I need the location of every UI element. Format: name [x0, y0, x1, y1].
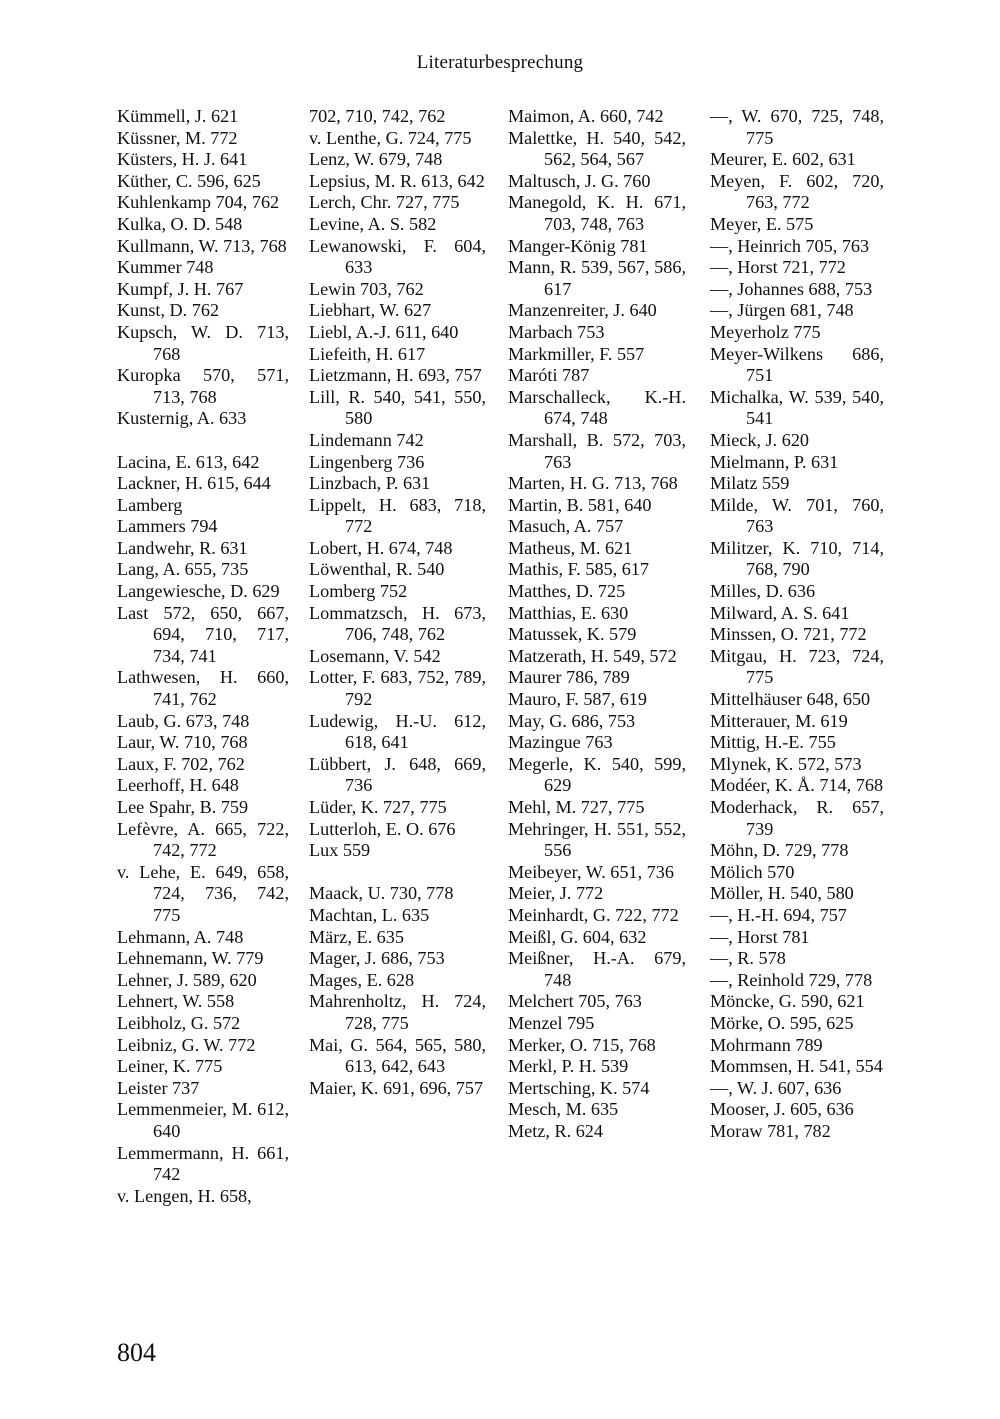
index-entry: Menzel 795 [508, 1012, 595, 1033]
index-entry: Meier, J. 772 [508, 883, 604, 904]
index-entry: Kullmann, W. 713, 768 [117, 235, 287, 256]
index-entry: v. Lengen, H. 658, [117, 1185, 252, 1206]
index-entry: Lomberg 752 [309, 581, 408, 602]
index-entry: Mitgau, H. 723, 724, 775 [710, 645, 884, 688]
index-entry: Matzerath, H. 549, 572 [508, 645, 677, 666]
index-entry: —, Jürgen 681, 748 [710, 300, 854, 321]
index-entry: Mielmann, P. 631 [710, 451, 839, 472]
letter-section-gap [117, 430, 289, 452]
index-entry: Landwehr, R. 631 [117, 537, 248, 558]
index-entry: Mages, E. 628 [309, 969, 415, 990]
index-entry: —, Johannes 688, 753 [710, 278, 873, 299]
index-entry: Lee Spahr, B. 759 [117, 797, 249, 817]
index-entry: —, W. J. 607, 636 [710, 1077, 842, 1098]
index-entry: Meurer, E. 602, 631 [710, 149, 856, 170]
index-entry: Küsters, H. J. 641 [117, 149, 248, 170]
index-entry: Mai, G. 564, 565, 580, 613, 642, 643 [309, 1034, 486, 1077]
index-entry: Lehmann, A. 748 [117, 926, 244, 947]
index-entry: Maurer 786, 789 [508, 667, 630, 688]
index-entry: Lacina, E. 613, 642 [117, 451, 260, 472]
index-entry: Lehner, J. 589, 620 [117, 969, 257, 990]
index-entry: Matheus, M. 621 [508, 537, 633, 558]
index-entry: Lux 559 [309, 840, 371, 861]
index-entry: May, G. 686, 753 [508, 710, 636, 731]
index-entry: Leibniz, G. W. 772 [117, 1034, 256, 1055]
index-entry: Lehnemann, W. 779 [117, 948, 264, 969]
index-entry: Lammers 794 [117, 516, 218, 537]
index-entry: Leister 737 [117, 1077, 200, 1098]
index-entry: Milward, A. S. 641 [710, 602, 850, 623]
index-entry: —, H.-H. 694, 757 [710, 904, 847, 925]
index-entry: Liebhart, W. 627 [309, 300, 432, 321]
index-entry: Matthes, D. 725 [508, 581, 626, 602]
index-entry: Lewanowski, F. 604, 633 [309, 235, 486, 278]
index-entry: Matussek, K. 579 [508, 624, 637, 645]
index-entry: Mölich 570 [710, 861, 795, 882]
index-entry: Mauro, F. 587, 619 [508, 689, 647, 710]
index-entry: Maróti 787 [508, 365, 590, 386]
index-entry: Lemmenmeier, M. 612, 640 [117, 1099, 289, 1141]
index-entry: Lill, R. 540, 541, 550, 580 [309, 386, 486, 429]
index-entry: Matthias, E. 630 [508, 602, 629, 623]
index-entry: Milles, D. 636 [710, 581, 816, 602]
index-entry: Mehl, M. 727, 775 [508, 797, 645, 817]
index-entry: —, Reinhold 729, 778 [710, 969, 873, 990]
index-entry: Markmiller, F. 557 [508, 343, 645, 364]
index-entry: Meyen, F. 602, 720, 763, 772 [710, 170, 884, 213]
index-entry: Lingenberg 736 [309, 451, 425, 472]
index-entry: Kulka, O. D. 548 [117, 213, 243, 234]
index-entry: Moderhack, R. 657, 739 [710, 797, 884, 839]
letter-section-gap [309, 862, 486, 884]
index-entry: Mooser, J. 605, 636 [710, 1099, 854, 1120]
index-entry: Moraw 781, 782 [710, 1120, 831, 1141]
index-entry: Liebl, A.-J. 611, 640 [309, 321, 459, 342]
index-entry: Leiner, K. 775 [117, 1056, 223, 1077]
index-entry: Küther, C. 596, 625 [117, 170, 261, 191]
index-entry: Kusternig, A. 633 [117, 408, 247, 429]
index-entry: Manger-König 781 [508, 235, 648, 256]
index-entry: v. Lenthe, G. 724, 775 [309, 127, 472, 148]
index-entry: Meibeyer, W. 651, 736 [508, 861, 674, 882]
index-entry: Mohrmann 789 [710, 1034, 823, 1055]
index-entry: Meyer, E. 575 [710, 213, 814, 234]
index-entry: Manegold, K. H. 671, 703, 748, 763 [508, 192, 686, 234]
index-entry: Meinhardt, G. 722, 772 [508, 904, 679, 925]
index-entry: Marten, H. G. 713, 768 [508, 473, 678, 494]
index-entry: Mager, J. 686, 753 [309, 948, 445, 969]
index-entry: —, Heinrich 705, 763 [710, 235, 870, 256]
index-entry: Mertsching, K. 574 [508, 1077, 650, 1098]
index-entry: Machtan, L. 635 [309, 904, 430, 925]
index-entry: Mittig, H.-E. 755 [710, 732, 836, 753]
index-column-1 [117, 106, 289, 1207]
index-entry: März, E. 635 [309, 926, 404, 947]
index-entry: Merker, O. 715, 768 [508, 1034, 656, 1055]
index-entry: Leibholz, G. 572 [117, 1012, 241, 1033]
index-entry: Meyerholz 775 [710, 321, 821, 342]
index-entry: Losemann, V. 542 [309, 645, 441, 666]
index-entry: Lang, A. 655, 735 [117, 559, 249, 580]
index-entry: Lerch, Chr. 727, 775 [309, 192, 460, 213]
index-entry: Linzbach, P. 631 [309, 473, 431, 494]
index-entry: Last 572, 650, 667, 694, 710, 717, 734, 741 [117, 602, 289, 666]
index-entry: Meyer-Wilkens 686, 751 [710, 343, 884, 386]
index-entry: Mazingue 763 [508, 732, 613, 753]
index-column-3 [508, 106, 686, 1143]
index-entry: Möhn, D. 729, 778 [710, 840, 849, 861]
index-entry: Milatz 559 [710, 473, 790, 494]
index-entry: Laux, F. 702, 762 [117, 753, 245, 774]
index-entry: Mesch, M. 635 [508, 1099, 619, 1120]
index-entry: Mlynek, K. 572, 573 [710, 753, 862, 774]
index-entry: Lemmermann, H. 661, 742 [117, 1142, 289, 1185]
index-entry: Mathis, F. 585, 617 [508, 559, 650, 580]
index-entry: —, R. 578 [710, 948, 786, 969]
index-entry: Lutterloh, E. O. 676 [309, 818, 456, 839]
index-entry: —, Horst 721, 772 [710, 257, 846, 278]
index-entry: Levine, A. S. 582 [309, 213, 437, 234]
index-entry: Marshall, B. 572, 703, 763 [508, 429, 686, 472]
index-entry: Löwenthal, R. 540 [309, 559, 445, 580]
index-entry: Manzenreiter, J. 640 [508, 300, 657, 321]
index-entry: Lepsius, M. R. 613, 642 [309, 170, 485, 191]
index-entry: Laub, G. 673, 748 [117, 710, 250, 731]
index-entry: Metz, R. 624 [508, 1120, 603, 1141]
index-entry: Merkl, P. H. 539 [508, 1056, 629, 1077]
running-header: Literaturbesprechung [416, 52, 584, 73]
index-entry: Lübbert, J. 648, 669, 736 [309, 753, 486, 796]
index-entry: Kumpf, J. H. 767 [117, 278, 244, 299]
index-entry: Mitterauer, M. 619 [710, 710, 848, 731]
page-number: 804 [117, 1338, 156, 1367]
index-entry: Lenz, W. 679, 748 [309, 149, 443, 170]
index-entry: Lamberg [117, 494, 183, 515]
index-entry: Masuch, A. 757 [508, 516, 624, 537]
index-entry: Melchert 705, 763 [508, 991, 642, 1012]
index-entry: Maier, K. 691, 696, 757 [309, 1077, 484, 1098]
index-entry: Martin, B. 581, 640 [508, 494, 652, 515]
index-entry: Ludewig, H.-U. 612, 618, 641 [309, 710, 486, 753]
index-entry: Kuropka 570, 571, 713, 768 [117, 365, 289, 407]
index-entry: Mieck, J. 620 [710, 429, 810, 450]
index-entry: Maimon, A. 660, 742 [508, 106, 664, 126]
index-entry: Leerhoff, H. 648 [117, 775, 239, 796]
index-entry: Michalka, W. 539, 540, 541 [710, 386, 884, 429]
index-entry: Kupsch, W. D. 713, 768 [117, 321, 289, 364]
index-entry: Mann, R. 539, 567, 586, 617 [508, 257, 686, 299]
index-entry: Möller, H. 540, 580 [710, 883, 854, 904]
index-entry: Lefèvre, A. 665, 722, 742, 772 [117, 818, 289, 861]
index-entry: Mommsen, H. 541, 554 [710, 1056, 883, 1077]
index-entry: Maack, U. 730, 778 [309, 883, 454, 904]
index-entry: Lietzmann, H. 693, 757 [309, 365, 482, 386]
index-entry: Lewin 703, 762 [309, 278, 424, 299]
index-entry: Kümmell, J. 621 [117, 106, 239, 126]
index-column-2 [309, 106, 486, 1099]
index-entry: Laur, W. 710, 768 [117, 732, 248, 753]
index-entry: Mehringer, H. 551, 552, 556 [508, 818, 686, 861]
index-entry: Kunst, D. 762 [117, 300, 220, 321]
index-entry: Mahrenholtz, H. 724, 728, 775 [309, 991, 486, 1033]
index-entry: Militzer, K. 710, 714, 768, 790 [710, 537, 884, 580]
index-entry: Maltusch, J. G. 760 [508, 170, 651, 191]
index-entry: Marschalleck, K.-H. 674, 748 [508, 386, 686, 429]
index-entry: Minssen, O. 721, 772 [710, 624, 867, 645]
index-entry: Lippelt, H. 683, 718, 772 [309, 494, 486, 537]
index-entry: Modéer, K. Å. 714, 768 [710, 775, 884, 796]
index-entry: Kuhlenkamp 704, 762 [117, 192, 280, 213]
index-entry: Mörke, O. 595, 625 [710, 1012, 854, 1033]
index-entry: v. Lehe, E. 649, 658, 724, 736, 742, 775 [117, 861, 289, 925]
index-entry: Lehnert, W. 558 [117, 991, 235, 1012]
index-entry: Marbach 753 [508, 321, 605, 342]
index-entry: Mittelhäuser 648, 650 [710, 689, 871, 710]
index-entry: Lathwesen, H. 660, 741, 762 [117, 667, 289, 710]
index-entry: Langewiesche, D. 629 [117, 581, 280, 602]
index-entry: Lindemann 742 [309, 429, 424, 450]
index-entry: Kummer 748 [117, 257, 214, 278]
index-entry: Meißl, G. 604, 632 [508, 926, 647, 947]
index-entry: Milde, W. 701, 760, 763 [710, 494, 884, 537]
index-entry: Liefeith, H. 617 [309, 343, 426, 364]
index-column-4 [710, 106, 884, 1143]
index-entry: —, Horst 781 [710, 926, 810, 947]
index-entry: Lotter, F. 683, 752, 789, 792 [309, 667, 486, 710]
index-entry: Meißner, H.-A. 679, 748 [508, 948, 686, 990]
index-entry: Lobert, H. 674, 748 [309, 537, 453, 558]
index-entry: Megerle, K. 540, 599, 629 [508, 753, 686, 796]
index-entry: —, W. 670, 725, 748, 775 [710, 106, 884, 148]
index-entry: Küssner, M. 772 [117, 127, 238, 148]
index-entry: Möncke, G. 590, 621 [710, 991, 865, 1012]
index-entry: Malettke, H. 540, 542, 562, 564, 567 [508, 127, 686, 170]
index-entry: 702, 710, 742, 762 [309, 106, 446, 126]
index-entry: Lommatzsch, H. 673, 706, 748, 762 [309, 602, 486, 645]
index-entry: Lüder, K. 727, 775 [309, 797, 447, 817]
index-entry: Lackner, H. 615, 644 [117, 473, 271, 494]
